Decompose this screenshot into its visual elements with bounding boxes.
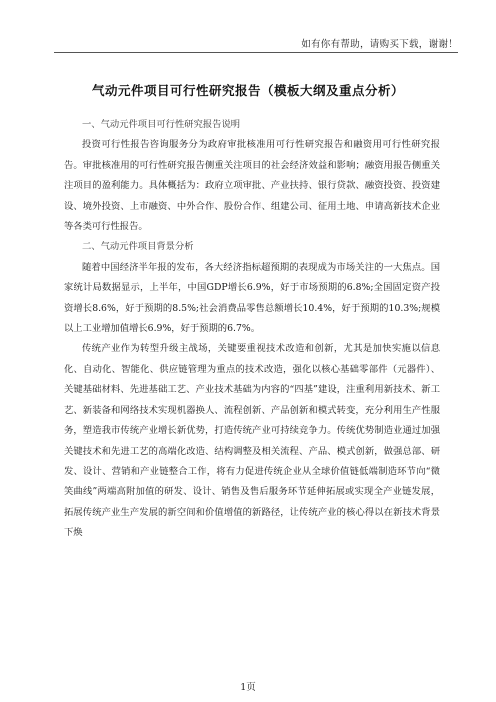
section-heading-2: 二、气动元件项目背景分析 bbox=[82, 241, 194, 253]
section-1-paragraph-1: 投资可行性报告咨询服务分为政府审批核准用可行性研究报告和融资用可行性研究报告。审批核准用的可行性研究报告侧重关注项目的社会经济效益和影响；融资用报告侧重关注项目的盈利能力。具体概括为：政府立项审批、产业扶持、银行贷款、融资投资、投资建设、境外投资、上市融资、中外合作、股份合作、组建公司、征用土地、申请高新技术企业等各类可行性报告。 bbox=[64, 139, 440, 233]
header-note: 如有你有帮助，请购买下载，谢谢！ bbox=[301, 39, 458, 50]
header-divider bbox=[54, 52, 458, 53]
page-number: 1页 bbox=[240, 682, 256, 693]
section-2-paragraph-1: 随着中国经济半年报的发布，各大经济指标超预期的表现成为市场关注的一大焦点。国家统计局数据显示，上半年，中国GDP增长6.9%，好于市场预期的6.8%;全国固定资产投资增长8.6%，好于预期的8.5%;社会消费品零售总额增长10.4%，好于预期的10.3%;规模以上工业增加值增长6.9%，好于预期的6.7%。 bbox=[64, 261, 440, 335]
document-body bbox=[64, 115, 440, 544]
document-title: 气动元件项目可行性研究报告（模板大纲及重点分析） bbox=[91, 83, 404, 98]
section-2-paragraph-2: 传统产业作为转型升级主战场，关键要重视技术改造和创新，尤其是加快实施以信息化、自动化、智能化、供应链管理为重点的技术改造，强化以核心基础零部件（元器件）、关键基础材料、先进基础工艺、产业技术基础为内容的“四基”建设，注重利用新技术、新工艺、新装备和网络技术实现机器换人、流程创新、产品创新和模式转变，充分利用生产性服务，塑造我市传统产业增长新优势，打造传统产业可持续竞争力。传统优势制造业通过加强关键技术和先进工艺的高端化改造、结构调整及相关流程、产品、模式创新，做强总部、研发、设计、营销和产业链整合工作，将有力促进传统企业从全球价值链低端制造环节向“微笑曲线”两端高附加值的研发、设计、销售及售后服务环节延伸拓展或实现全产业链发展，拓展传统产业生产发展的新空间和价值增值的新路径，让传统产业的核心得以在新技术背景下焕 bbox=[64, 343, 440, 539]
section-heading-1: 一、气动元件项目可行性研究报告说明 bbox=[82, 119, 241, 130]
